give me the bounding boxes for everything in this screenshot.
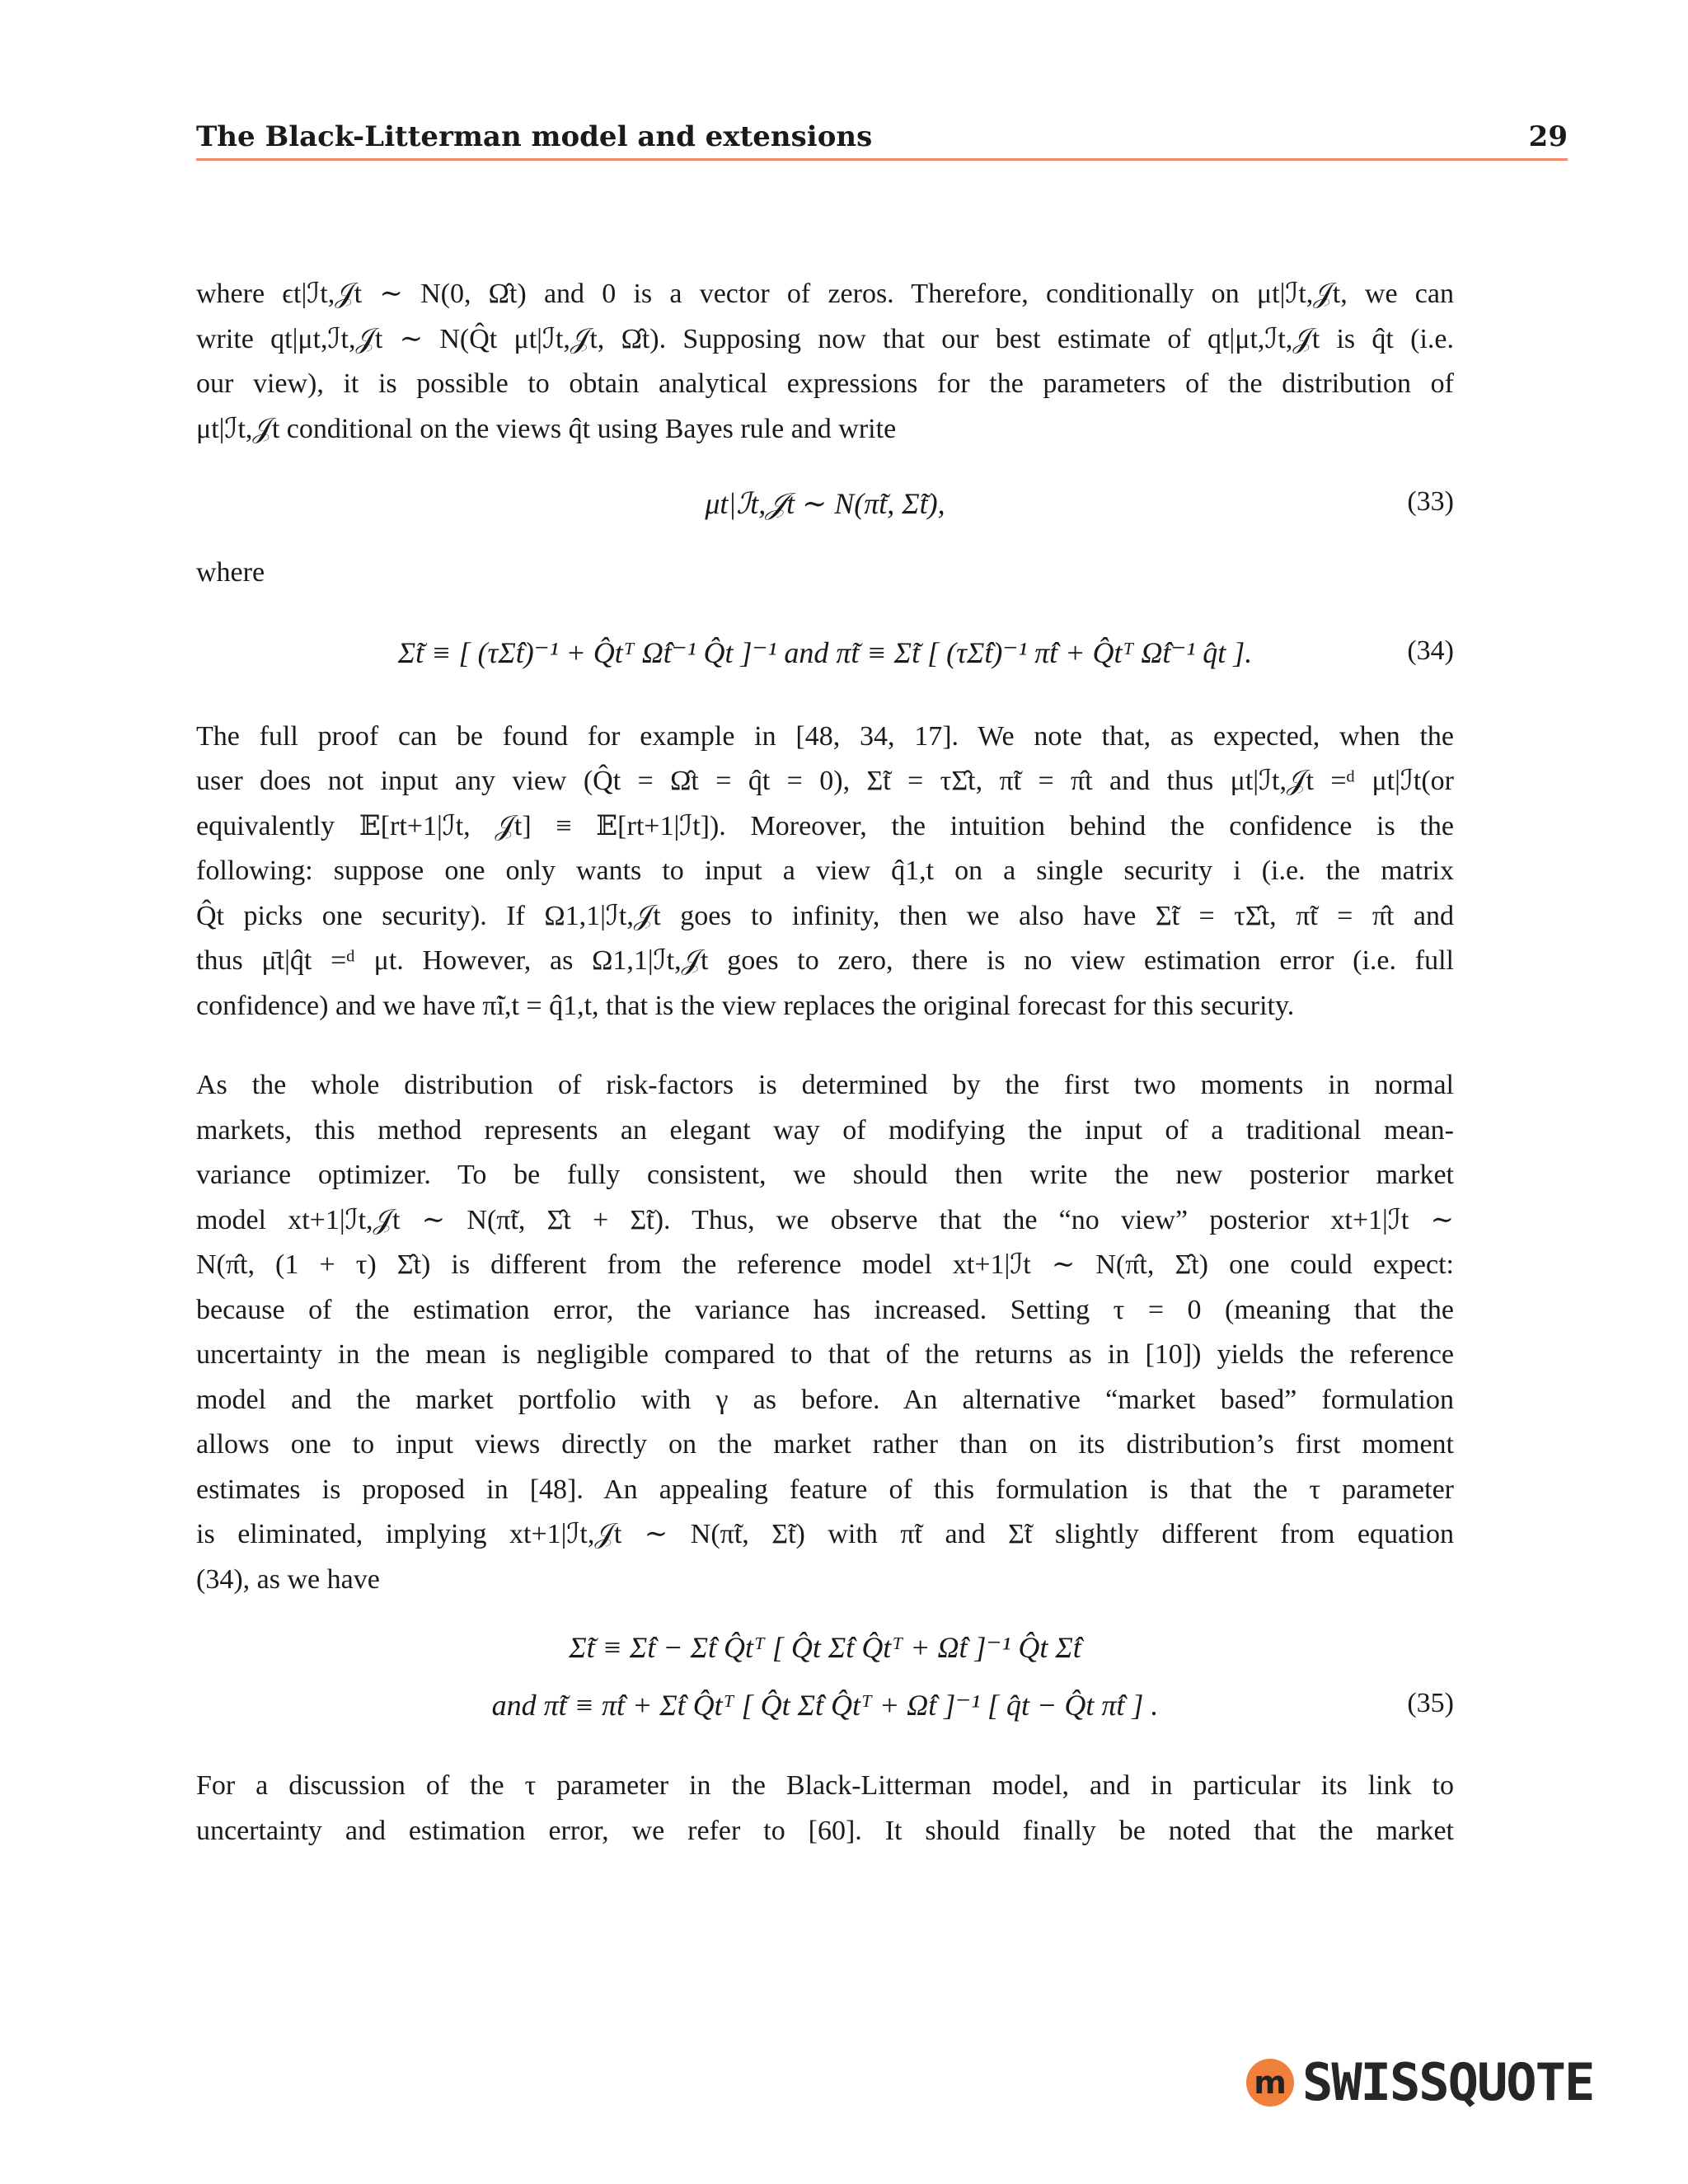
paragraph-line: thus μ̄t|q̂t =ᵈ μt. However, as Ω1,1|ℐt,𝒥t goes to zero, there is no view estimation error (i.e. full <box>196 945 1454 976</box>
paragraph-line: user does not input any view (Q̂t = Ω̂t = q̂t = 0), Σ̃t = τΣ̂t, π̃t = π̂t and thus μt|ℐt,𝒥t =ᵈ μt|ℐt(or <box>196 766 1454 796</box>
paragraph-3 <box>196 1063 1454 1602</box>
paragraph-line: variance optimizer. To be fully consistent, we should then write the new posterior market <box>196 1160 1454 1190</box>
swissquote-logo-icon: m <box>1246 2059 1294 2107</box>
paragraph-2 <box>196 715 1454 1029</box>
equation-body-line-2: and π̃t ≡ π̂t + Σ̂t Q̂tᵀ [ Q̂t Σ̂t Q̂tᵀ + Ω̂t ]⁻¹ [ q̂t − Q̂t π̂t ] . <box>491 1689 1159 1722</box>
paragraph-line: allows one to input views directly on the market rather than on its distribution’s first moment <box>196 1429 1454 1460</box>
paragraph-line: As the whole distribution of risk-factors is determined by the first two moments in normal <box>196 1070 1454 1100</box>
equation-34 <box>196 619 1454 698</box>
paragraph-line: model and the market portfolio with γ as before. An alternative “market based” formulation <box>196 1384 1454 1415</box>
paragraph-line: estimates is proposed in [48]. An appealing feature of this formulation is that the τ parameter <box>196 1474 1454 1505</box>
paragraph-1 <box>196 272 1454 452</box>
header-title: The Black-Litterman model and extensions <box>196 120 873 153</box>
paragraph-line: (34), as we have <box>196 1563 380 1595</box>
paragraph-line: model xt+1|ℐt,𝒥t ∼ N(π̃t, Σ̂t + Σ̃t). Thus, we observe that the “no view” posterior xt+1|ℐt ∼ <box>196 1204 1454 1235</box>
paragraph-line: uncertainty and estimation error, we refer to [60]. It should finally be noted that the market <box>196 1815 1454 1846</box>
paragraph-line: because of the estimation error, the variance has increased. Setting τ = 0 (meaning that the <box>196 1294 1454 1325</box>
page-body <box>196 272 1454 1854</box>
equation-number: (33) <box>1407 486 1454 517</box>
paragraph-line: N(π̂t, (1 + τ) Σ̂t) is different from the reference model xt+1|ℐt ∼ N(π̂t, Σ̂t) one could expect: <box>196 1249 1454 1280</box>
paragraph-line: write qt|μt,ℐt,𝒥t ∼ N(Q̂t μt|ℐt,𝒥t, Ω̂t). Supposing now that our best estimate of qt|μt,ℐt,𝒥t is q̂t (i.e. <box>196 323 1454 354</box>
paragraph-line: confidence) and we have π̃i,t = q̂1,t, that is the view replaces the original forecast for this security. <box>196 990 1295 1021</box>
paragraph-line: uncertainty in the mean is negligible compared to that of the returns as in [10]) yields the reference <box>196 1339 1454 1370</box>
swissquote-logo-text: SWISSQUOTE <box>1302 2052 1594 2112</box>
swissquote-logo <box>1246 2052 1593 2112</box>
paragraph-line: is eliminated, implying xt+1|ℐt,𝒥t ∼ N(π̃t, Σ̃t) with π̃t and Σ̃t slightly different from equation <box>196 1519 1454 1549</box>
paragraph-line: μt|ℐt,𝒥t conditional on the views q̂t using Bayes rule and write <box>196 413 897 444</box>
paragraph-line: The full proof can be found for example in [48, 34, 17]. We note that, as expected, when the <box>196 720 1454 752</box>
paragraph-line: our view), it is possible to obtain analytical expressions for the parameters of the distribution of <box>196 368 1454 399</box>
paragraph-line: Q̂t picks one security). If Ω1,1|ℐt,𝒥t goes to infinity, then we also have Σ̃t = τΣ̂t, π̃t = π̂t and <box>196 900 1454 931</box>
paragraph-line: For a discussion of the τ parameter in the Black-Litterman model, and in particular its link to <box>196 1770 1454 1801</box>
equation-number: (34) <box>1407 635 1454 666</box>
equation-body-line-1: Σ̃t ≡ Σ̂t − Σ̂t Q̂tᵀ [ Q̂t Σ̂t Q̂tᵀ + Ω̂t ]⁻¹ Q̂t Σ̂t <box>569 1631 1081 1664</box>
paragraph-4 <box>196 1764 1454 1854</box>
equation-body: Σ̃t ≡ [ (τΣ̂t)⁻¹ + Q̂tᵀ Ω̂t⁻¹ Q̂t ]⁻¹ and π̃t ≡ Σ̃t [ (τΣ̂t)⁻¹ π̂t + Q̂tᵀ Ω̂t⁻¹ q̂t ]. <box>397 635 1253 669</box>
page-number: 29 <box>1528 120 1568 153</box>
equation-number: (35) <box>1407 1688 1454 1718</box>
running-header <box>196 115 1568 161</box>
paragraph-line: equivalently 𝔼[rt+1|ℐt, 𝒥t] ≡ 𝔼[rt+1|ℐt]). Moreover, the intuition behind the confidence is the <box>196 810 1454 841</box>
equation-body: μt|ℐt,𝒥t ∼ N(π̃t, Σ̃t), <box>705 487 945 520</box>
paragraph-line: markets, this method represents an elegant way of modifying the input of a traditional mean- <box>196 1114 1454 1146</box>
paragraph-line: where ϵt|ℐt,𝒥t ∼ N(0, Ω̂t) and 0 is a vector of zeros. Therefore, conditionally on μt|ℐt,𝒥t, we can <box>196 279 1454 309</box>
where-label: where <box>196 557 265 588</box>
equation-35 <box>196 1619 1454 1742</box>
paragraph-line: following: suppose one only wants to input a view q̂1,t on a single security i (i.e. the matrix <box>196 855 1454 886</box>
equation-33 <box>196 475 1454 539</box>
